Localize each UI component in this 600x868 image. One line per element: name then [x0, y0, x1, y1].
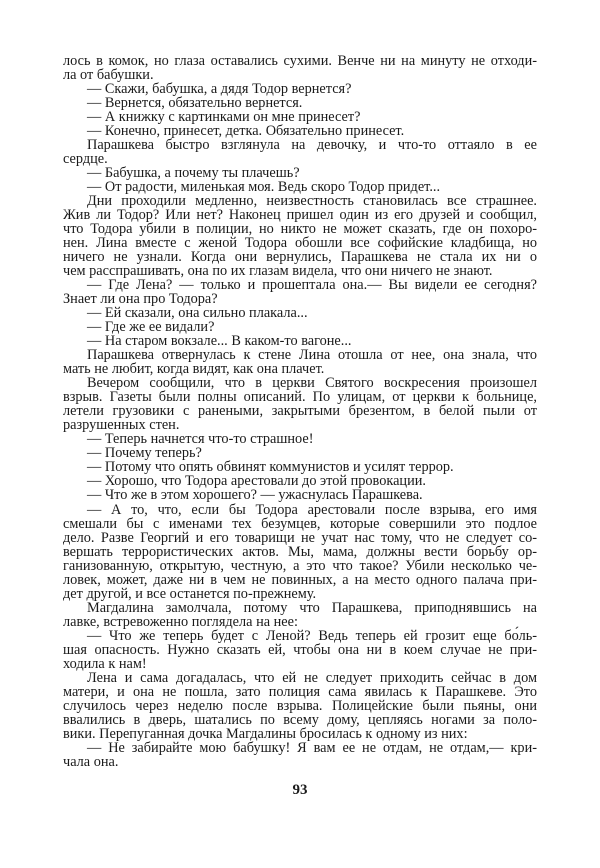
paragraph: [63, 138, 537, 166]
paragraph: [63, 446, 537, 460]
text-line: вики. Перепуганная дочка Магдалины бросилась к одному из них:: [63, 725, 468, 742]
text-line: шая опасность. Нужно сказать ей, чтобы она ни в коем случае не при-: [63, 641, 537, 658]
text-line: Жив ли Тодор? Или нет? Наконец пришел один из его друзей и сообщил,: [63, 207, 537, 224]
text-line: чем расспрашивать, она по их глазам видела, что они ничего не знают.: [63, 263, 493, 280]
paragraph: [63, 741, 537, 769]
paragraph: [63, 320, 537, 334]
text-line: вершать террористических актов. Мы, мама, должны вести борьбу ор-: [63, 543, 537, 560]
paragraph: [63, 432, 537, 446]
text-line: лось в комок, но глаза оставались сухими. Венче ни на минуту не отходи-: [63, 53, 537, 69]
paragraph: [63, 54, 537, 82]
text-line: ловек, может, даже ни в чем не повинных, а на место одного палача при-: [63, 571, 537, 588]
page-body-text: [63, 54, 537, 769]
paragraph: [63, 601, 537, 629]
text-line: — Скажи, бабушка, а дядя Тодор вернется?: [87, 81, 352, 98]
paragraph: [63, 166, 537, 180]
text-line: — Теперь начнется что-то страшное!: [87, 431, 314, 448]
text-line: разрушенных стен.: [63, 417, 180, 434]
text-line: Вечером сообщили, что в церкви Святого воскресения произошел: [87, 375, 537, 392]
paragraph: [63, 348, 537, 376]
text-line: чала она.: [63, 753, 119, 770]
text-line: Магдалина замолчала, потому что Парашкева, приподнявшись на: [87, 599, 537, 616]
paragraph: [63, 671, 537, 741]
page-number: 93: [292, 782, 308, 798]
paragraph: [63, 474, 537, 488]
paragraph: [63, 96, 537, 110]
text-line: — Где Лена? — только и прошептала она.— Вы видели ее сегодня?: [87, 277, 537, 294]
text-line: сердце.: [63, 151, 108, 168]
paragraph: [63, 488, 537, 502]
paragraph: [63, 334, 537, 348]
paragraph: [63, 110, 537, 124]
text-line: — Хорошо, что Тодора арестовали до этой провокации.: [87, 473, 426, 490]
text-line: — Почему теперь?: [87, 445, 202, 462]
text-line: — А книжку с картинками он мне принесет?: [87, 109, 361, 126]
paragraph: [63, 376, 537, 432]
text-line: дело. Разве Георгий и его товарищи не учат нас тому, что не следует со-: [63, 529, 537, 546]
text-line: — От радости, миленькая моя. Ведь скоро Тодор придет...: [87, 179, 441, 196]
text-line: — Где же ее видали?: [87, 319, 215, 336]
paragraph: [63, 306, 537, 320]
text-line: ввалились в дверь, шатались по всему дому, цепляясь ногами за поло-: [63, 711, 537, 728]
text-line: — Бабушка, а почему ты плачешь?: [87, 165, 300, 182]
paragraph: [63, 194, 537, 278]
text-line: лавке, встревоженно поглядела на нее:: [63, 613, 298, 630]
paragraph: [63, 629, 537, 671]
text-line: Дни проходили медленно, неизвестность становилась все страшнее.: [87, 193, 537, 210]
text-line: — А то, что, если бы Тодора арестовали после взрыва, его имя: [87, 501, 537, 518]
text-line: матери, и она не пошла, зато полиция сама явилась к Парашкеве. Это: [63, 683, 537, 700]
text-line: — Ей сказали, она сильно плакала...: [87, 305, 308, 322]
text-line: дет другой, и все останется по-прежнему.: [63, 585, 317, 602]
text-line: смешали бы с именами тех безумцев, которые совершили это подлое: [63, 515, 537, 532]
text-line: — Потому что опять обвинят коммунистов и усилят террор.: [87, 459, 454, 476]
text-line: Парашкева отвернулась к стене Лина отошла от нее, она знала, что: [87, 347, 537, 364]
paragraph: [63, 460, 537, 474]
text-line: что Тодора убили в полиции, но никто не может сказать, где он похоро-: [63, 221, 537, 238]
paragraph: [63, 82, 537, 96]
text-line: — Вернется, обязательно вернется.: [87, 95, 303, 112]
text-line: — На старом вокзале... В каком-то вагоне...: [87, 333, 352, 350]
paragraph: [63, 278, 537, 306]
text-line: Парашкева быстро взглянула на девочку, и что-то оттаяло в ее: [87, 137, 537, 154]
text-line: Лена и сама догадалась, что ей не следует приходить сейчас в дом: [87, 669, 537, 686]
text-line: ходила к нам!: [63, 655, 147, 672]
text-line: ганизованную, открытую, честную, а это что такое? Убили несколько че-: [63, 557, 537, 574]
text-line: Знает ли она про Тодора?: [63, 291, 218, 308]
text-line: случилось через неделю после взрыва. Полицейские были пьяны, они: [63, 697, 537, 714]
text-line: нен. Лина вместе с женой Тодора обошли все софийские кладбища, но: [63, 235, 537, 252]
text-line: взрыв. Газеты были полны описаний. По улицам, от церкви к больнице,: [63, 389, 537, 406]
paragraph: [63, 503, 537, 601]
text-line: — Не забирайте мою бабушку! Я вам ее не отдам, не отдам,— кри-: [87, 739, 537, 756]
paragraph: [63, 180, 537, 194]
text-line: — Конечно, принесет, детка. Обязательно принесет.: [87, 123, 405, 140]
text-line: летели грузовики с ранеными, закрытыми брезентом, в белой пыли от: [63, 403, 537, 420]
text-line: ла от бабушки.: [63, 67, 154, 84]
text-line: мать не любит, когда видят, как она плачет.: [63, 361, 325, 378]
text-line: — Что же в этом хорошего? — ужаснулась Парашкева.: [87, 487, 423, 504]
text-line: ничего не узнали. Когда они вернулись, Парашкева не стала их ни о: [63, 249, 537, 266]
text-line: — Что же теперь будет с Леной? Ведь теперь ей грозит еще бо́ль-: [87, 627, 537, 644]
paragraph: [63, 124, 537, 138]
